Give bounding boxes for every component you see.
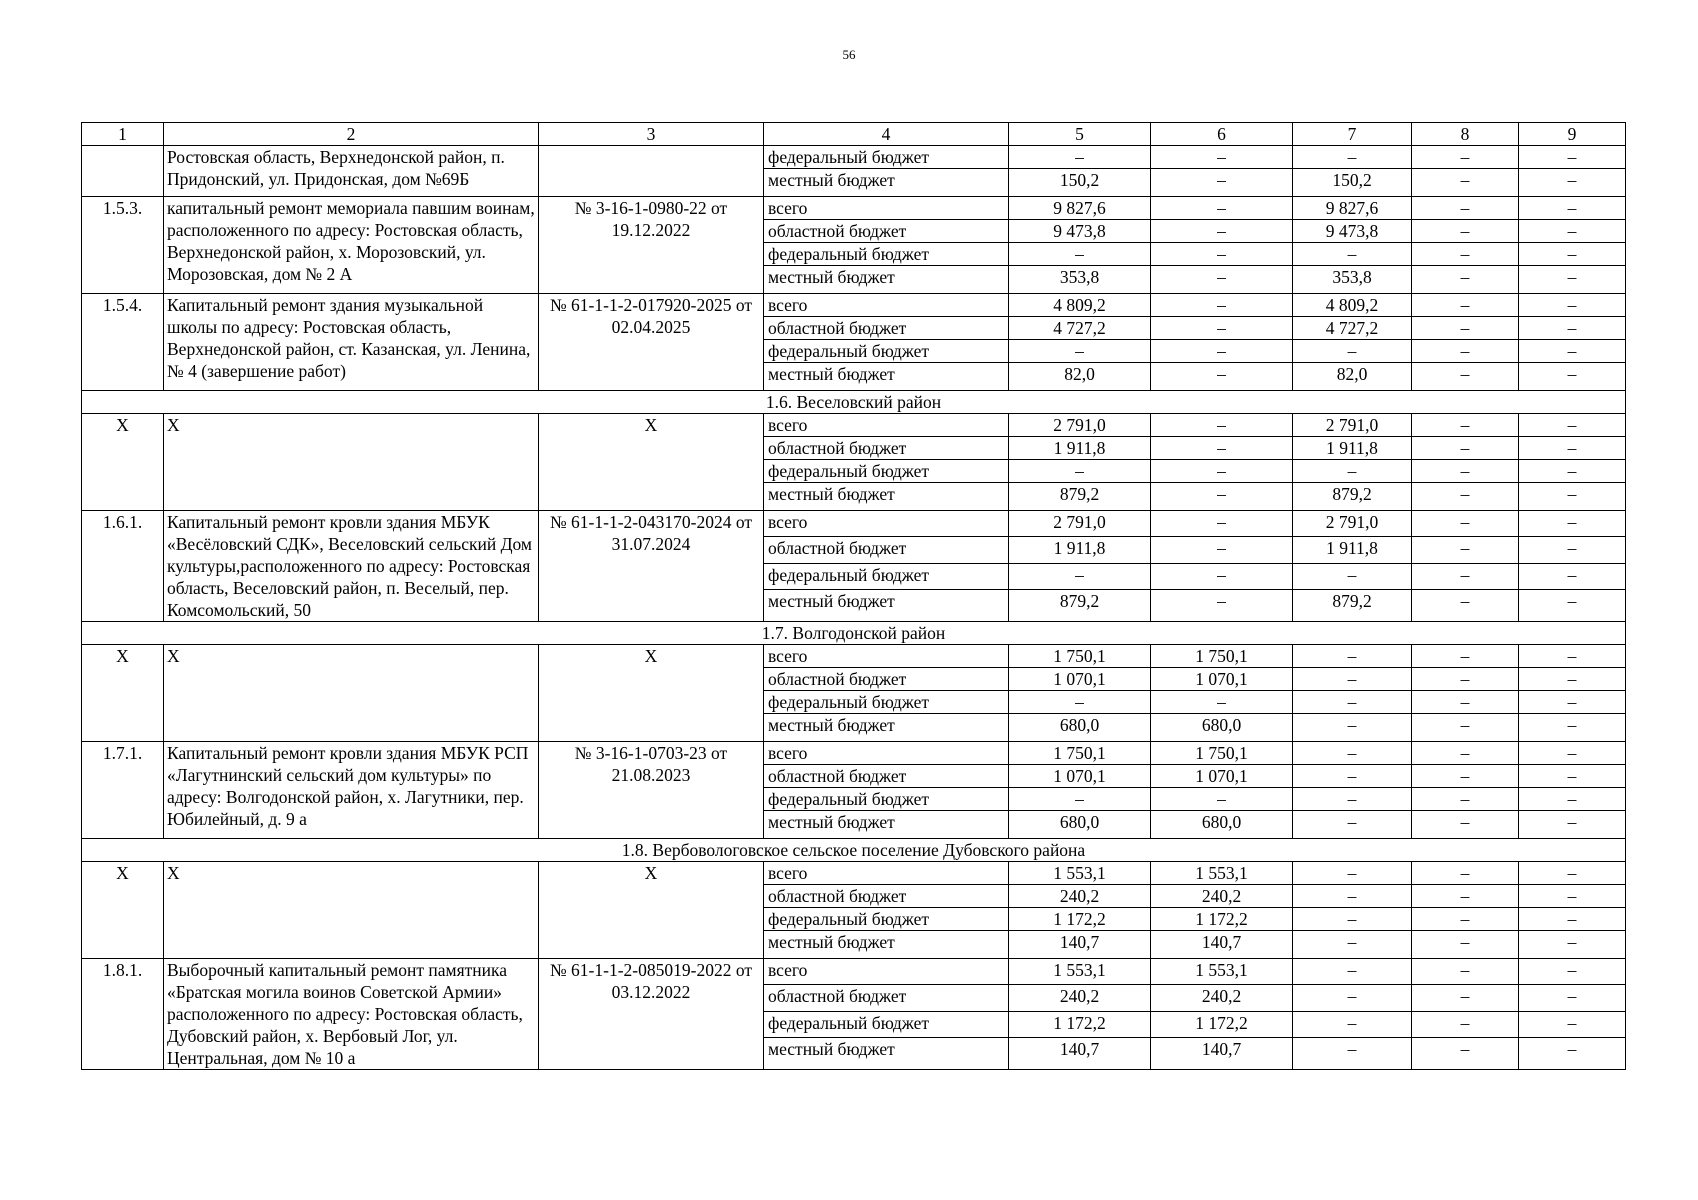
amount-cell: 680,0 — [1151, 811, 1293, 839]
amount-cell: 140,7 — [1009, 1037, 1151, 1069]
funding-source: всего — [764, 959, 1009, 985]
amount-cell: – — [1151, 363, 1293, 391]
item-name: Выборочный капитальный ремонт памятника «Братская могила воинов Советской Армии» расположенного по адресу: Ростовская область, Дубовский район, х. Вербовый Лог, ул. Центральная, дом № 10 а — [164, 959, 539, 1070]
amount-cell: – — [1519, 668, 1626, 691]
funding-source: областной бюджет — [764, 885, 1009, 908]
funding-source: областной бюджет — [764, 220, 1009, 243]
amount-cell: – — [1412, 363, 1519, 391]
funding-source: федеральный бюджет — [764, 243, 1009, 266]
amount-cell: – — [1519, 589, 1626, 621]
amount-cell: 2 791,0 — [1009, 414, 1151, 437]
amount-cell: 680,0 — [1009, 714, 1151, 742]
amount-cell: – — [1151, 243, 1293, 266]
item-name: Ростовская область, Верхнедонской район, п. Придонский, ул. Придонская, дом №69Б — [164, 146, 539, 197]
amount-cell: – — [1519, 294, 1626, 317]
column-number: 3 — [539, 123, 764, 146]
amount-cell: – — [1519, 885, 1626, 908]
column-number: 5 — [1009, 123, 1151, 146]
column-number: 6 — [1151, 123, 1293, 146]
amount-cell: – — [1293, 885, 1412, 908]
amount-cell: – — [1151, 788, 1293, 811]
amount-cell: – — [1412, 414, 1519, 437]
amount-cell: 240,2 — [1151, 985, 1293, 1011]
amount-cell: 353,8 — [1009, 266, 1151, 294]
amount-cell: – — [1151, 483, 1293, 511]
amount-cell: – — [1151, 563, 1293, 589]
amount-cell: – — [1412, 266, 1519, 294]
amount-cell: – — [1412, 340, 1519, 363]
amount-cell: 1 750,1 — [1009, 742, 1151, 765]
amount-cell: – — [1519, 985, 1626, 1011]
amount-cell: 1 172,2 — [1151, 908, 1293, 931]
item-number: 1.5.3. — [82, 197, 164, 294]
amount-cell: 879,2 — [1293, 483, 1412, 511]
amount-cell: – — [1412, 908, 1519, 931]
amount-cell: – — [1009, 691, 1151, 714]
amount-cell: – — [1293, 645, 1412, 668]
amount-cell: – — [1151, 294, 1293, 317]
item-number: Х — [82, 645, 164, 742]
amount-cell: 1 750,1 — [1151, 645, 1293, 668]
amount-cell: – — [1519, 862, 1626, 885]
amount-cell: – — [1412, 511, 1519, 537]
column-number: 1 — [82, 123, 164, 146]
table-row — [82, 511, 1626, 537]
amount-cell: 1 553,1 — [1009, 959, 1151, 985]
amount-cell: 1 911,8 — [1293, 437, 1412, 460]
item-number — [82, 146, 164, 197]
amount-cell: 1 750,1 — [1151, 742, 1293, 765]
amount-cell: – — [1412, 1011, 1519, 1037]
amount-cell: – — [1009, 460, 1151, 483]
amount-cell: 4 727,2 — [1293, 317, 1412, 340]
amount-cell: – — [1519, 742, 1626, 765]
amount-cell: – — [1519, 931, 1626, 959]
amount-cell: – — [1519, 1037, 1626, 1069]
section-row — [82, 622, 1626, 645]
funding-source: всего — [764, 862, 1009, 885]
item-name: Капитальный ремонт кровли здания МБУК РСП «Лагутнинский сельский дом культуры» по адресу: Волгодонской район, х. Лагутники, пер. Юбилейный, д. 9 а — [164, 742, 539, 839]
funding-source: местный бюджет — [764, 1037, 1009, 1069]
amount-cell: – — [1519, 197, 1626, 220]
item-name: Х — [164, 414, 539, 511]
amount-cell: – — [1412, 691, 1519, 714]
financing-table — [81, 122, 1626, 1070]
amount-cell: – — [1151, 197, 1293, 220]
item-name: Капитальный ремонт здания музыкальной школы по адресу: Ростовская область, Верхнедонской район, ст. Казанская, ул. Ленина, № 4 (завершение работ) — [164, 294, 539, 391]
funding-source: местный бюджет — [764, 811, 1009, 839]
funding-source: федеральный бюджет — [764, 788, 1009, 811]
amount-cell: – — [1412, 959, 1519, 985]
funding-source: местный бюджет — [764, 931, 1009, 959]
amount-cell: 9 473,8 — [1293, 220, 1412, 243]
amount-cell: – — [1519, 908, 1626, 931]
funding-source: федеральный бюджет — [764, 340, 1009, 363]
amount-cell: 2 791,0 — [1009, 511, 1151, 537]
amount-cell: – — [1519, 765, 1626, 788]
funding-source: областной бюджет — [764, 765, 1009, 788]
amount-cell: – — [1519, 1011, 1626, 1037]
item-number: 1.5.4. — [82, 294, 164, 391]
amount-cell: 140,7 — [1009, 931, 1151, 959]
amount-cell: – — [1293, 959, 1412, 985]
amount-cell: – — [1151, 537, 1293, 563]
amount-cell: – — [1151, 340, 1293, 363]
amount-cell: 1 911,8 — [1009, 437, 1151, 460]
amount-cell: – — [1293, 340, 1412, 363]
amount-cell: – — [1519, 243, 1626, 266]
amount-cell: 1 553,1 — [1009, 862, 1151, 885]
item-document: № 61-1-1-2-085019-2022 от 03.12.2022 — [539, 959, 764, 1070]
item-number: 1.7.1. — [82, 742, 164, 839]
amount-cell: – — [1519, 811, 1626, 839]
item-document: № 3-16-1-0980-22 от 19.12.2022 — [539, 197, 764, 294]
column-number: 9 — [1519, 123, 1626, 146]
amount-cell: – — [1519, 959, 1626, 985]
amount-cell: – — [1293, 765, 1412, 788]
table-row — [82, 146, 1626, 169]
funding-source: областной бюджет — [764, 537, 1009, 563]
amount-cell: – — [1293, 908, 1412, 931]
section-title: 1.8. Вербовологовское сельское поселение Дубовского района — [82, 839, 1626, 862]
table-row — [82, 959, 1626, 985]
amount-cell: – — [1151, 691, 1293, 714]
amount-cell: 4 809,2 — [1293, 294, 1412, 317]
amount-cell: 879,2 — [1009, 589, 1151, 621]
item-number: Х — [82, 414, 164, 511]
section-row — [82, 839, 1626, 862]
amount-cell: 2 791,0 — [1293, 511, 1412, 537]
column-number: 7 — [1293, 123, 1412, 146]
amount-cell: – — [1412, 483, 1519, 511]
amount-cell: – — [1151, 460, 1293, 483]
amount-cell: 140,7 — [1151, 1037, 1293, 1069]
item-document: № 3-16-1-0703-23 от 21.08.2023 — [539, 742, 764, 839]
amount-cell: – — [1519, 788, 1626, 811]
amount-cell: – — [1519, 340, 1626, 363]
amount-cell: 140,7 — [1151, 931, 1293, 959]
amount-cell: 240,2 — [1009, 985, 1151, 1011]
column-number: 8 — [1412, 123, 1519, 146]
amount-cell: – — [1293, 811, 1412, 839]
amount-cell: – — [1412, 563, 1519, 589]
column-number: 4 — [764, 123, 1009, 146]
item-name: Х — [164, 862, 539, 959]
amount-cell: – — [1293, 862, 1412, 885]
amount-cell: – — [1412, 985, 1519, 1011]
amount-cell: – — [1412, 317, 1519, 340]
funding-source: местный бюджет — [764, 266, 1009, 294]
amount-cell: 1 172,2 — [1009, 908, 1151, 931]
amount-cell: – — [1293, 563, 1412, 589]
amount-cell: – — [1293, 931, 1412, 959]
amount-cell: 240,2 — [1151, 885, 1293, 908]
item-document — [539, 146, 764, 197]
amount-cell: – — [1412, 460, 1519, 483]
amount-cell: – — [1151, 589, 1293, 621]
amount-cell: – — [1151, 146, 1293, 169]
funding-source: местный бюджет — [764, 483, 1009, 511]
item-document: Х — [539, 862, 764, 959]
amount-cell: – — [1293, 460, 1412, 483]
item-document: Х — [539, 645, 764, 742]
amount-cell: 9 827,6 — [1009, 197, 1151, 220]
amount-cell: – — [1293, 788, 1412, 811]
section-title: 1.6. Веселовский район — [82, 391, 1626, 414]
amount-cell: – — [1293, 668, 1412, 691]
amount-cell: – — [1151, 220, 1293, 243]
amount-cell: – — [1293, 714, 1412, 742]
funding-source: областной бюджет — [764, 668, 1009, 691]
funding-source: всего — [764, 294, 1009, 317]
funding-source: федеральный бюджет — [764, 1011, 1009, 1037]
funding-source: федеральный бюджет — [764, 563, 1009, 589]
column-number: 2 — [164, 123, 539, 146]
item-number: 1.8.1. — [82, 959, 164, 1070]
amount-cell: – — [1412, 220, 1519, 243]
funding-source: всего — [764, 197, 1009, 220]
amount-cell: – — [1519, 363, 1626, 391]
section-row — [82, 391, 1626, 414]
page-number: 56 — [842, 47, 856, 62]
amount-cell: – — [1412, 714, 1519, 742]
funding-source: федеральный бюджет — [764, 460, 1009, 483]
amount-cell: – — [1519, 437, 1626, 460]
item-document: Х — [539, 414, 764, 511]
amount-cell: 680,0 — [1151, 714, 1293, 742]
amount-cell: – — [1412, 243, 1519, 266]
amount-cell: – — [1009, 340, 1151, 363]
amount-cell: – — [1519, 317, 1626, 340]
amount-cell: 1 172,2 — [1009, 1011, 1151, 1037]
amount-cell: – — [1519, 563, 1626, 589]
amount-cell: – — [1293, 1011, 1412, 1037]
amount-cell: – — [1519, 511, 1626, 537]
amount-cell: – — [1009, 146, 1151, 169]
amount-cell: – — [1412, 589, 1519, 621]
amount-cell: – — [1151, 437, 1293, 460]
amount-cell: – — [1519, 483, 1626, 511]
amount-cell: – — [1412, 146, 1519, 169]
amount-cell: – — [1412, 765, 1519, 788]
amount-cell: 9 827,6 — [1293, 197, 1412, 220]
amount-cell: – — [1412, 788, 1519, 811]
amount-cell: 2 791,0 — [1293, 414, 1412, 437]
funding-source: всего — [764, 742, 1009, 765]
amount-cell: – — [1151, 511, 1293, 537]
amount-cell: 150,2 — [1293, 169, 1412, 197]
table-row — [82, 862, 1626, 885]
amount-cell: – — [1519, 414, 1626, 437]
amount-cell: – — [1412, 862, 1519, 885]
amount-cell: – — [1519, 169, 1626, 197]
item-document: № 61-1-1-2-017920-2025 от 02.04.2025 — [539, 294, 764, 391]
amount-cell: 353,8 — [1293, 266, 1412, 294]
amount-cell: – — [1412, 437, 1519, 460]
funding-source: федеральный бюджет — [764, 691, 1009, 714]
amount-cell: – — [1009, 563, 1151, 589]
amount-cell: – — [1151, 414, 1293, 437]
section-title: 1.7. Волгодонской район — [82, 622, 1626, 645]
funding-source: всего — [764, 511, 1009, 537]
funding-source: федеральный бюджет — [764, 908, 1009, 931]
funding-source: областной бюджет — [764, 985, 1009, 1011]
amount-cell: – — [1412, 1037, 1519, 1069]
amount-cell: 680,0 — [1009, 811, 1151, 839]
amount-cell: 1 070,1 — [1009, 668, 1151, 691]
amount-cell: 240,2 — [1009, 885, 1151, 908]
amount-cell: – — [1151, 266, 1293, 294]
amount-cell: – — [1151, 317, 1293, 340]
amount-cell: 879,2 — [1009, 483, 1151, 511]
funding-source: областной бюджет — [764, 437, 1009, 460]
header-row — [82, 123, 1626, 146]
amount-cell: – — [1412, 169, 1519, 197]
amount-cell: 9 473,8 — [1009, 220, 1151, 243]
amount-cell: – — [1519, 460, 1626, 483]
amount-cell: – — [1519, 691, 1626, 714]
amount-cell: 4 809,2 — [1009, 294, 1151, 317]
amount-cell: – — [1412, 537, 1519, 563]
amount-cell: – — [1293, 146, 1412, 169]
table-row — [82, 294, 1626, 317]
amount-cell: – — [1519, 146, 1626, 169]
table-row — [82, 414, 1626, 437]
amount-cell: – — [1412, 197, 1519, 220]
item-number: Х — [82, 862, 164, 959]
amount-cell: – — [1519, 537, 1626, 563]
item-name: Капитальный ремонт кровли здания МБУК «Весёловский СДК», Веселовский сельский Дом культуры,расположенного по адресу: Ростовская область, Веселовский район, п. Веселый, пер. Комсомольский, 50 — [164, 511, 539, 622]
amount-cell: 1 553,1 — [1151, 862, 1293, 885]
item-name: капитальный ремонт мемориала павшим воинам, расположенного по адресу: Ростовская область, Верхнедонской район, х. Морозовский, ул. Морозовская, дом № 2 А — [164, 197, 539, 294]
item-name: Х — [164, 645, 539, 742]
amount-cell: – — [1151, 169, 1293, 197]
amount-cell: 1 911,8 — [1293, 537, 1412, 563]
amount-cell: 1 070,1 — [1009, 765, 1151, 788]
amount-cell: – — [1412, 668, 1519, 691]
funding-source: областной бюджет — [764, 317, 1009, 340]
funding-source: местный бюджет — [764, 169, 1009, 197]
amount-cell: 82,0 — [1293, 363, 1412, 391]
amount-cell: 150,2 — [1009, 169, 1151, 197]
amount-cell: – — [1519, 266, 1626, 294]
funding-source: местный бюджет — [764, 589, 1009, 621]
funding-source: местный бюджет — [764, 363, 1009, 391]
amount-cell: 1 911,8 — [1009, 537, 1151, 563]
amount-cell: 82,0 — [1009, 363, 1151, 391]
amount-cell: – — [1293, 985, 1412, 1011]
amount-cell: 1 553,1 — [1151, 959, 1293, 985]
amount-cell: – — [1412, 811, 1519, 839]
amount-cell: – — [1412, 294, 1519, 317]
table-row — [82, 645, 1626, 668]
amount-cell: 879,2 — [1293, 589, 1412, 621]
amount-cell: 1 750,1 — [1009, 645, 1151, 668]
amount-cell: – — [1519, 220, 1626, 243]
amount-cell: – — [1293, 742, 1412, 765]
amount-cell: – — [1519, 714, 1626, 742]
funding-source: федеральный бюджет — [764, 146, 1009, 169]
amount-cell: 1 172,2 — [1151, 1011, 1293, 1037]
amount-cell: – — [1412, 742, 1519, 765]
table-row — [82, 742, 1626, 765]
amount-cell: – — [1293, 243, 1412, 266]
amount-cell: – — [1293, 691, 1412, 714]
funding-source: местный бюджет — [764, 714, 1009, 742]
amount-cell: – — [1009, 788, 1151, 811]
amount-cell: – — [1293, 1037, 1412, 1069]
amount-cell: – — [1412, 645, 1519, 668]
funding-source: всего — [764, 645, 1009, 668]
amount-cell: – — [1412, 885, 1519, 908]
amount-cell: 1 070,1 — [1151, 668, 1293, 691]
amount-cell: 4 727,2 — [1009, 317, 1151, 340]
amount-cell: – — [1009, 243, 1151, 266]
amount-cell: 1 070,1 — [1151, 765, 1293, 788]
amount-cell: – — [1412, 931, 1519, 959]
amount-cell: – — [1519, 645, 1626, 668]
item-number: 1.6.1. — [82, 511, 164, 622]
funding-source: всего — [764, 414, 1009, 437]
table-row — [82, 197, 1626, 220]
item-document: № 61-1-1-2-043170-2024 от 31.07.2024 — [539, 511, 764, 622]
